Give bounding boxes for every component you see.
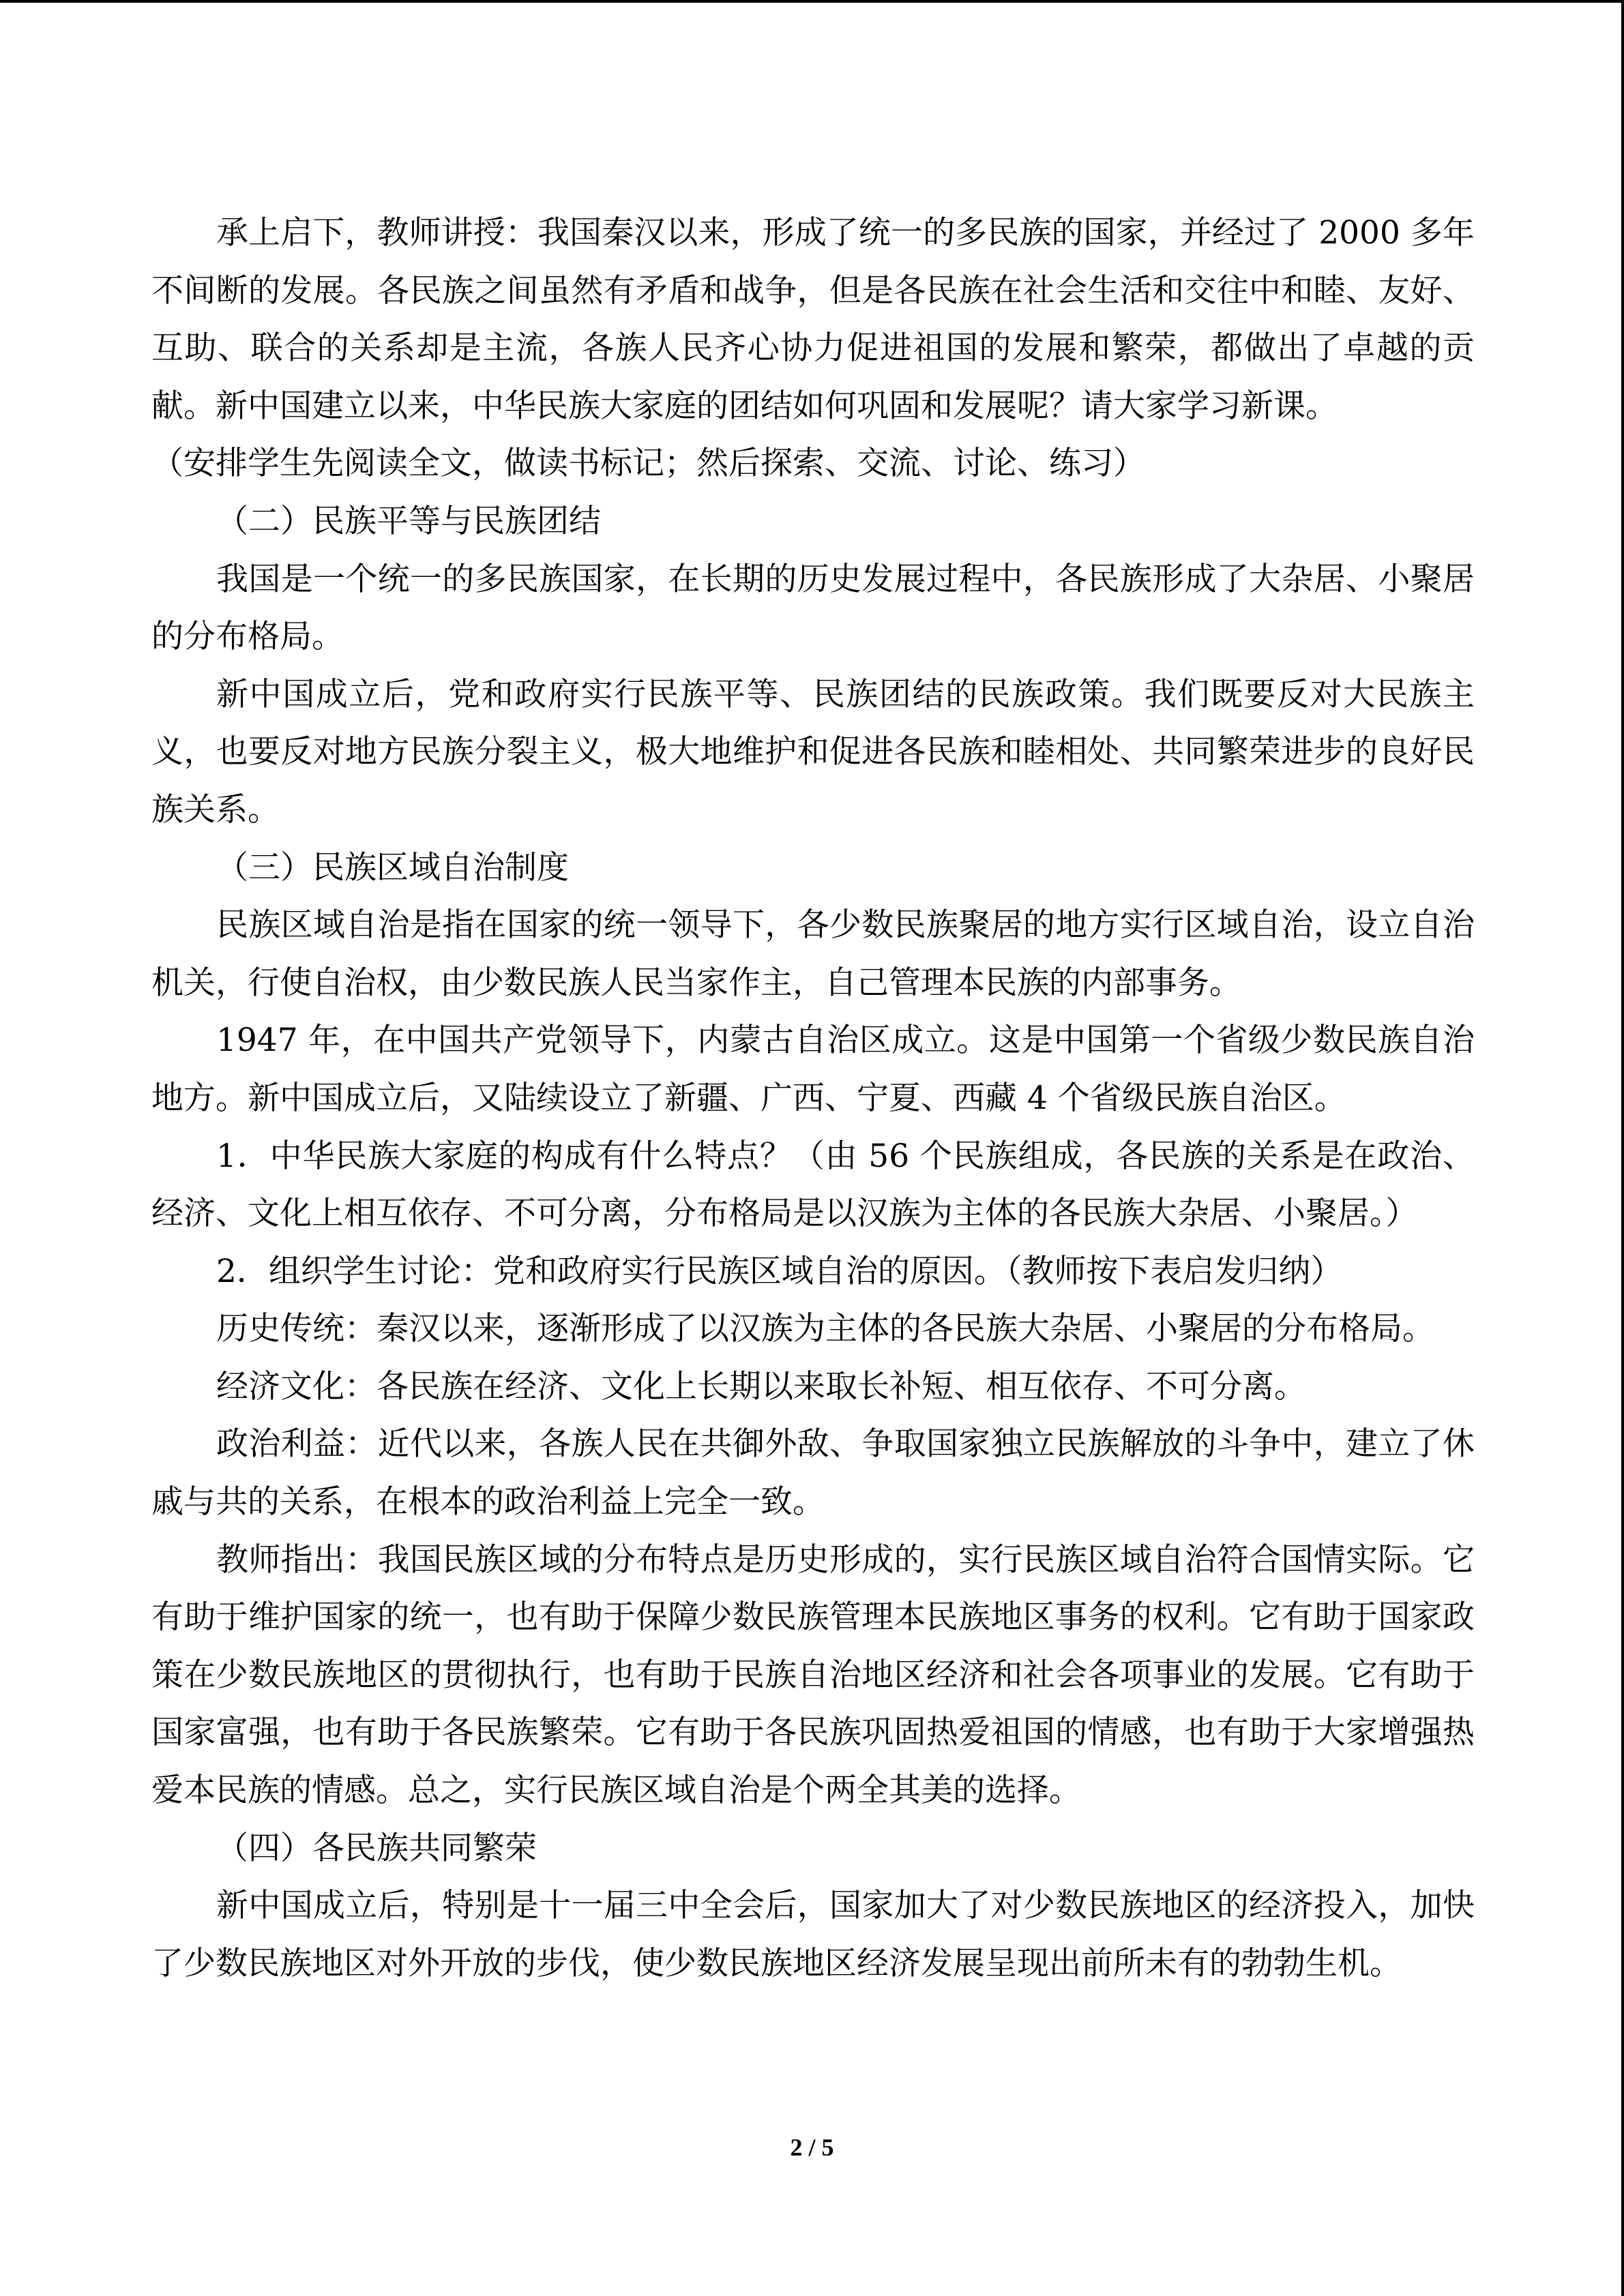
paragraph-prosperity: 新中国成立后，特别是十一届三中全会后，国家加大了对少数民族地区的经济投入，加快了少数民族地区对外开放的步伐，使少数民族地区经济发展呈现出前所未有的勃勃生机。 (151, 1887, 1475, 1982)
paragraph-intro: 承上启下，教师讲授：我国秦汉以来，形成了统一的多民族的国家，并经过了 2000 多年不间断的发展。各民族之间虽然有矛盾和战争，但是各民族在社会生活和交往中和睦、友好、互助、联合的关系却是主流，各族人民齐心协力促进祖国的发展和繁荣，都做出了卓越的贡献。新中国建立以来，中华民族大家庭的团结如何巩固和发展呢？请大家学习新课。 (151, 214, 1475, 425)
section-heading-prosperity: （四）各民族共同繁荣 (216, 1829, 537, 1867)
reason-history: 历史传统：秦汉以来，逐渐形成了以汉族为主体的各民族大杂居、小聚居的分布格局。 (216, 1310, 1434, 1348)
paragraph-teacher-summary: 教师指出：我国民族区域的分布特点是历史形成的，实行民族区域自治符合国情实际。它有助于维护国家的统一，也有助于保障少数民族管理本民族地区事务的权利。它有助于国家政策在少数民族地区的贯彻执行，也有助于民族自治地区经济和社会各项事业的发展。它有助于国家富强，也有助于各民族繁荣。它有助于各民族巩固热爱祖国的情感，也有助于大家增强热爱本民族的情感。总之，实行民族区域自治是个两全其美的选择。 (151, 1540, 1475, 1810)
document-body (151, 205, 1475, 1993)
reason-economy-culture: 经济文化：各民族在经济、文化上长期以来取长补短、相互依存、不可分离。 (216, 1367, 1306, 1405)
page-number: 2 / 5 (790, 2134, 834, 2161)
paragraph-activity-note: （安排学生先阅读全文，做读书标记；然后探索、交流、讨论、练习） (151, 445, 1145, 483)
paragraph-inner-mongolia: 1947 年，在中国共产党领导下，内蒙古自治区成立。这是中国第一个省级少数民族自治地方。新中国成立后，又陆续设立了新疆、广西、宁夏、西藏 4 个省级民族自治区。 (151, 1022, 1475, 1117)
paragraph-policy: 新中国成立后，党和政府实行民族平等、民族团结的民族政策。我们既要反对大民族主义，也要反对地方民族分裂主义，极大地维护和促进各民族和睦相处、共同繁荣进步的良好民族关系。 (151, 675, 1475, 829)
reason-politics: 政治利益：近代以来，各族人民在共御外敌、争取国家独立民族解放的斗争中，建立了休戚与共的关系，在根本的政治利益上完全一致。 (151, 1425, 1475, 1521)
section-heading-autonomy: （三）民族区域自治制度 (216, 848, 569, 886)
section-heading-equality: （二）民族平等与民族团结 (216, 502, 601, 540)
paragraph-distribution: 我国是一个统一的多民族国家，在长期的历史发展过程中，各民族形成了大杂居、小聚居的分布格局。 (151, 560, 1475, 656)
question-2: 2．组织学生讨论：党和政府实行民族区域自治的原因。（教师按下表启发归纳） (216, 1252, 1343, 1290)
question-1: 1．中华民族大家庭的构成有什么特点？（由 56 个民族组成，各民族的关系是在政治、经济、文化上相互依存、不可分离，分布格局是以汉族为主体的各民族大杂居、小聚居。） (151, 1137, 1475, 1233)
paragraph-autonomy-definition: 民族区域自治是指在国家的统一领导下，各少数民族聚居的地方实行区域自治，设立自治机关，行使自治权，由少数民族人民当家作主，自己管理本民族的内部事务。 (151, 906, 1475, 1002)
